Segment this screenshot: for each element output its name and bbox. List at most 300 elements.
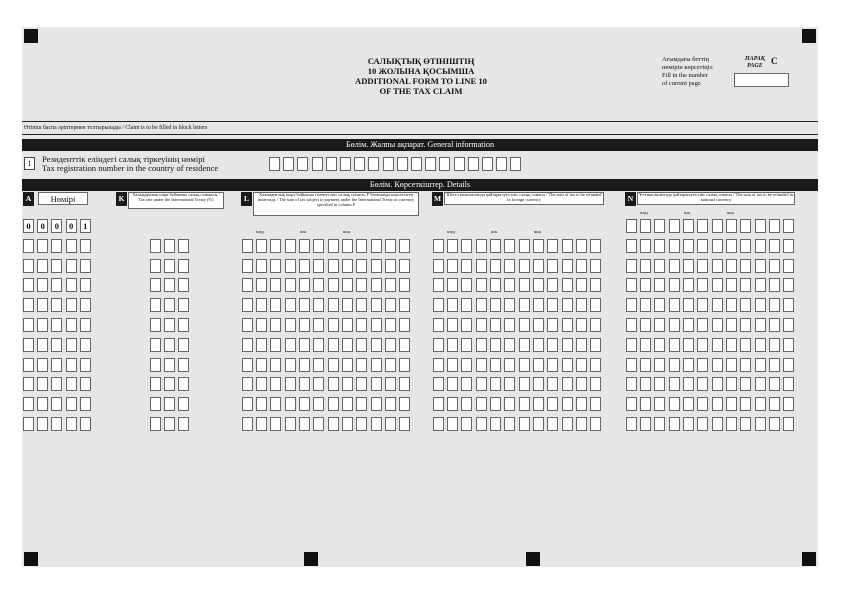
column-l-digit-box[interactable] xyxy=(313,338,324,352)
tax-registration-digit-box[interactable] xyxy=(340,157,351,171)
column-a-digit-box[interactable] xyxy=(51,338,62,352)
column-n-digit-box[interactable] xyxy=(726,358,737,372)
column-n-digit-box[interactable] xyxy=(697,259,708,273)
column-n-digit-box[interactable] xyxy=(683,278,694,292)
column-l-digit-box[interactable] xyxy=(270,377,281,391)
column-a-digit-box[interactable] xyxy=(51,397,62,411)
column-m-digit-box[interactable] xyxy=(490,278,501,292)
column-n-digit-box[interactable] xyxy=(697,239,708,253)
column-l-digit-box[interactable] xyxy=(270,358,281,372)
column-m-digit-box[interactable] xyxy=(447,239,458,253)
column-n-digit-box[interactable] xyxy=(626,278,637,292)
column-m-digit-box[interactable] xyxy=(490,397,501,411)
column-a-digit-box[interactable] xyxy=(37,318,48,332)
column-l-digit-box[interactable] xyxy=(242,278,253,292)
column-m-digit-box[interactable] xyxy=(490,318,501,332)
column-m-digit-box[interactable] xyxy=(433,298,444,312)
column-m-digit-box[interactable] xyxy=(490,377,501,391)
column-a-digit-box[interactable] xyxy=(66,377,77,391)
column-l-digit-box[interactable] xyxy=(399,239,410,253)
tax-registration-digit-box[interactable] xyxy=(326,157,337,171)
column-l-digit-box[interactable] xyxy=(242,259,253,273)
column-n-digit-box[interactable] xyxy=(697,377,708,391)
column-m-digit-box[interactable] xyxy=(533,377,544,391)
column-a-digit-box[interactable] xyxy=(37,377,48,391)
column-n-digit-box[interactable] xyxy=(640,417,651,431)
column-k-digit-box[interactable] xyxy=(164,259,175,273)
column-k-digit-box[interactable] xyxy=(150,338,161,352)
column-n-digit-box[interactable] xyxy=(726,219,737,233)
column-n-digit-box[interactable] xyxy=(669,318,680,332)
column-l-digit-box[interactable] xyxy=(342,239,353,253)
column-l-digit-box[interactable] xyxy=(399,278,410,292)
column-m-digit-box[interactable] xyxy=(504,278,515,292)
column-n-digit-box[interactable] xyxy=(769,318,780,332)
column-m-digit-box[interactable] xyxy=(433,239,444,253)
column-n-digit-box[interactable] xyxy=(755,377,766,391)
column-n-digit-box[interactable] xyxy=(712,239,723,253)
column-k-digit-box[interactable] xyxy=(150,259,161,273)
column-l-digit-box[interactable] xyxy=(256,278,267,292)
tax-registration-digit-box[interactable] xyxy=(496,157,507,171)
column-m-digit-box[interactable] xyxy=(476,397,487,411)
column-l-digit-box[interactable] xyxy=(342,259,353,273)
column-l-digit-box[interactable] xyxy=(313,397,324,411)
column-a-digit-box[interactable] xyxy=(80,417,91,431)
column-m-digit-box[interactable] xyxy=(447,259,458,273)
column-a-digit-box[interactable] xyxy=(80,338,91,352)
column-m-digit-box[interactable] xyxy=(504,417,515,431)
column-m-digit-box[interactable] xyxy=(461,417,472,431)
column-n-digit-box[interactable] xyxy=(740,298,751,312)
column-n-digit-box[interactable] xyxy=(712,278,723,292)
column-k-digit-box[interactable] xyxy=(150,278,161,292)
column-m-digit-box[interactable] xyxy=(461,318,472,332)
column-n-digit-box[interactable] xyxy=(769,298,780,312)
tax-registration-digit-box[interactable] xyxy=(482,157,493,171)
column-m-digit-box[interactable] xyxy=(590,417,601,431)
column-l-digit-box[interactable] xyxy=(285,417,296,431)
column-k-digit-box[interactable] xyxy=(164,417,175,431)
column-m-digit-box[interactable] xyxy=(547,397,558,411)
column-a-digit-box[interactable] xyxy=(66,278,77,292)
column-m-digit-box[interactable] xyxy=(461,239,472,253)
column-n-digit-box[interactable] xyxy=(640,239,651,253)
column-a-digit-box[interactable] xyxy=(37,239,48,253)
column-l-digit-box[interactable] xyxy=(371,338,382,352)
column-m-digit-box[interactable] xyxy=(519,417,530,431)
column-m-digit-box[interactable] xyxy=(519,377,530,391)
column-l-digit-box[interactable] xyxy=(385,318,396,332)
column-m-digit-box[interactable] xyxy=(490,358,501,372)
column-m-digit-box[interactable] xyxy=(504,397,515,411)
column-l-digit-box[interactable] xyxy=(256,397,267,411)
column-n-digit-box[interactable] xyxy=(755,338,766,352)
column-l-digit-box[interactable] xyxy=(356,298,367,312)
column-n-digit-box[interactable] xyxy=(683,259,694,273)
column-l-digit-box[interactable] xyxy=(399,318,410,332)
column-n-digit-box[interactable] xyxy=(683,358,694,372)
column-l-digit-box[interactable] xyxy=(299,417,310,431)
column-m-digit-box[interactable] xyxy=(547,417,558,431)
column-a-digit-box[interactable] xyxy=(80,278,91,292)
column-n-digit-box[interactable] xyxy=(783,377,794,391)
column-l-digit-box[interactable] xyxy=(285,358,296,372)
column-a-digit-box[interactable] xyxy=(51,239,62,253)
column-n-digit-box[interactable] xyxy=(669,259,680,273)
column-l-digit-box[interactable] xyxy=(285,298,296,312)
column-l-digit-box[interactable] xyxy=(385,417,396,431)
column-l-digit-box[interactable] xyxy=(299,318,310,332)
column-m-digit-box[interactable] xyxy=(519,318,530,332)
column-l-digit-box[interactable] xyxy=(299,377,310,391)
tax-registration-digit-box[interactable] xyxy=(354,157,365,171)
column-n-digit-box[interactable] xyxy=(697,219,708,233)
column-a-digit-box[interactable] xyxy=(51,417,62,431)
column-m-digit-box[interactable] xyxy=(519,298,530,312)
column-n-digit-box[interactable] xyxy=(697,278,708,292)
column-l-digit-box[interactable] xyxy=(356,377,367,391)
column-a-digit-box[interactable] xyxy=(23,259,34,273)
column-l-digit-box[interactable] xyxy=(256,239,267,253)
column-m-digit-box[interactable] xyxy=(547,358,558,372)
column-n-digit-box[interactable] xyxy=(726,417,737,431)
column-n-digit-box[interactable] xyxy=(626,318,637,332)
column-n-digit-box[interactable] xyxy=(654,338,665,352)
column-a-digit-box[interactable] xyxy=(37,338,48,352)
column-m-digit-box[interactable] xyxy=(562,278,573,292)
column-l-digit-box[interactable] xyxy=(399,417,410,431)
column-n-digit-box[interactable] xyxy=(769,417,780,431)
column-k-digit-box[interactable] xyxy=(164,358,175,372)
column-l-digit-box[interactable] xyxy=(328,298,339,312)
column-l-digit-box[interactable] xyxy=(385,259,396,273)
column-n-digit-box[interactable] xyxy=(755,259,766,273)
column-n-digit-box[interactable] xyxy=(769,338,780,352)
column-n-digit-box[interactable] xyxy=(740,397,751,411)
column-l-digit-box[interactable] xyxy=(313,298,324,312)
column-l-digit-box[interactable] xyxy=(385,377,396,391)
column-n-digit-box[interactable] xyxy=(726,397,737,411)
column-m-digit-box[interactable] xyxy=(433,358,444,372)
column-n-digit-box[interactable] xyxy=(783,259,794,273)
column-n-digit-box[interactable] xyxy=(654,239,665,253)
column-m-digit-box[interactable] xyxy=(447,278,458,292)
column-m-digit-box[interactable] xyxy=(504,377,515,391)
column-n-digit-box[interactable] xyxy=(640,259,651,273)
column-m-digit-box[interactable] xyxy=(576,259,587,273)
column-n-digit-box[interactable] xyxy=(783,219,794,233)
column-k-digit-box[interactable] xyxy=(164,298,175,312)
column-a-digit-box[interactable] xyxy=(51,259,62,273)
column-k-digit-box[interactable] xyxy=(164,397,175,411)
column-n-digit-box[interactable] xyxy=(654,278,665,292)
column-a-digit-box[interactable] xyxy=(66,239,77,253)
column-m-digit-box[interactable] xyxy=(476,278,487,292)
tax-registration-digit-box[interactable] xyxy=(439,157,450,171)
column-l-digit-box[interactable] xyxy=(342,338,353,352)
column-l-digit-box[interactable] xyxy=(356,417,367,431)
column-l-digit-box[interactable] xyxy=(328,278,339,292)
column-l-digit-box[interactable] xyxy=(399,377,410,391)
column-l-digit-box[interactable] xyxy=(285,318,296,332)
column-l-digit-box[interactable] xyxy=(371,318,382,332)
column-a-digit-box[interactable] xyxy=(66,397,77,411)
column-a-digit-box[interactable] xyxy=(80,318,91,332)
column-n-digit-box[interactable] xyxy=(712,377,723,391)
column-n-digit-box[interactable] xyxy=(683,377,694,391)
column-a-digit-box[interactable] xyxy=(51,358,62,372)
column-m-digit-box[interactable] xyxy=(447,377,458,391)
column-m-digit-box[interactable] xyxy=(519,278,530,292)
column-l-digit-box[interactable] xyxy=(371,358,382,372)
tax-registration-digit-box[interactable] xyxy=(312,157,323,171)
column-k-digit-box[interactable] xyxy=(150,417,161,431)
column-n-digit-box[interactable] xyxy=(683,417,694,431)
column-m-digit-box[interactable] xyxy=(547,239,558,253)
column-n-digit-box[interactable] xyxy=(669,397,680,411)
column-m-digit-box[interactable] xyxy=(447,417,458,431)
column-a-digit-box[interactable] xyxy=(23,338,34,352)
column-l-digit-box[interactable] xyxy=(328,417,339,431)
column-l-digit-box[interactable] xyxy=(299,259,310,273)
column-m-digit-box[interactable] xyxy=(504,298,515,312)
column-n-digit-box[interactable] xyxy=(740,377,751,391)
column-m-digit-box[interactable] xyxy=(447,338,458,352)
column-l-digit-box[interactable] xyxy=(342,318,353,332)
column-m-digit-box[interactable] xyxy=(590,358,601,372)
page-number-input[interactable] xyxy=(734,73,789,87)
column-l-digit-box[interactable] xyxy=(313,358,324,372)
column-l-digit-box[interactable] xyxy=(285,397,296,411)
column-n-digit-box[interactable] xyxy=(726,318,737,332)
column-k-digit-box[interactable] xyxy=(178,239,189,253)
column-m-digit-box[interactable] xyxy=(490,338,501,352)
column-m-digit-box[interactable] xyxy=(476,417,487,431)
column-a-digit-box[interactable] xyxy=(37,298,48,312)
column-k-digit-box[interactable] xyxy=(178,417,189,431)
column-l-digit-box[interactable] xyxy=(270,397,281,411)
column-m-digit-box[interactable] xyxy=(447,397,458,411)
column-n-digit-box[interactable] xyxy=(626,397,637,411)
column-n-digit-box[interactable] xyxy=(654,298,665,312)
column-a-digit-box[interactable]: 0 xyxy=(23,219,34,233)
column-a-digit-box[interactable] xyxy=(66,417,77,431)
column-m-digit-box[interactable] xyxy=(447,298,458,312)
column-k-digit-box[interactable] xyxy=(178,259,189,273)
column-n-digit-box[interactable] xyxy=(697,417,708,431)
column-n-digit-box[interactable] xyxy=(755,239,766,253)
column-n-digit-box[interactable] xyxy=(726,298,737,312)
column-n-digit-box[interactable] xyxy=(654,397,665,411)
column-l-digit-box[interactable] xyxy=(371,259,382,273)
column-m-digit-box[interactable] xyxy=(576,318,587,332)
tax-registration-digit-box[interactable] xyxy=(368,157,379,171)
column-n-digit-box[interactable] xyxy=(669,417,680,431)
tax-registration-digit-box[interactable] xyxy=(468,157,479,171)
column-l-digit-box[interactable] xyxy=(270,239,281,253)
column-n-digit-box[interactable] xyxy=(712,417,723,431)
column-l-digit-box[interactable] xyxy=(313,278,324,292)
column-n-digit-box[interactable] xyxy=(654,219,665,233)
column-l-digit-box[interactable] xyxy=(299,358,310,372)
column-m-digit-box[interactable] xyxy=(519,239,530,253)
column-m-digit-box[interactable] xyxy=(433,417,444,431)
column-m-digit-box[interactable] xyxy=(547,278,558,292)
column-l-digit-box[interactable] xyxy=(256,298,267,312)
column-n-digit-box[interactable] xyxy=(626,358,637,372)
column-m-digit-box[interactable] xyxy=(519,358,530,372)
column-a-digit-box[interactable] xyxy=(51,377,62,391)
column-a-digit-box[interactable] xyxy=(80,239,91,253)
column-a-digit-box[interactable] xyxy=(37,397,48,411)
column-n-digit-box[interactable] xyxy=(740,219,751,233)
column-m-digit-box[interactable] xyxy=(461,338,472,352)
column-m-digit-box[interactable] xyxy=(504,239,515,253)
column-m-digit-box[interactable] xyxy=(533,239,544,253)
column-m-digit-box[interactable] xyxy=(504,358,515,372)
column-k-digit-box[interactable] xyxy=(164,239,175,253)
column-n-digit-box[interactable] xyxy=(726,239,737,253)
column-m-digit-box[interactable] xyxy=(433,338,444,352)
column-n-digit-box[interactable] xyxy=(683,318,694,332)
column-n-digit-box[interactable] xyxy=(626,259,637,273)
column-n-digit-box[interactable] xyxy=(697,397,708,411)
column-l-digit-box[interactable] xyxy=(371,377,382,391)
column-k-digit-box[interactable] xyxy=(178,377,189,391)
column-n-digit-box[interactable] xyxy=(654,377,665,391)
column-a-digit-box[interactable] xyxy=(37,278,48,292)
column-n-digit-box[interactable] xyxy=(769,259,780,273)
column-n-digit-box[interactable] xyxy=(740,239,751,253)
column-l-digit-box[interactable] xyxy=(256,259,267,273)
column-m-digit-box[interactable] xyxy=(562,377,573,391)
column-m-digit-box[interactable] xyxy=(590,318,601,332)
column-n-digit-box[interactable] xyxy=(626,338,637,352)
column-n-digit-box[interactable] xyxy=(669,239,680,253)
column-m-digit-box[interactable] xyxy=(490,259,501,273)
column-n-digit-box[interactable] xyxy=(669,377,680,391)
column-l-digit-box[interactable] xyxy=(342,278,353,292)
column-k-digit-box[interactable] xyxy=(150,377,161,391)
column-l-digit-box[interactable] xyxy=(399,358,410,372)
column-n-digit-box[interactable] xyxy=(769,358,780,372)
column-n-digit-box[interactable] xyxy=(654,318,665,332)
column-n-digit-box[interactable] xyxy=(755,318,766,332)
column-l-digit-box[interactable] xyxy=(285,377,296,391)
column-n-digit-box[interactable] xyxy=(697,338,708,352)
column-l-digit-box[interactable] xyxy=(356,239,367,253)
column-l-digit-box[interactable] xyxy=(313,417,324,431)
column-m-digit-box[interactable] xyxy=(461,397,472,411)
column-m-digit-box[interactable] xyxy=(504,338,515,352)
column-m-digit-box[interactable] xyxy=(533,397,544,411)
column-n-digit-box[interactable] xyxy=(683,219,694,233)
column-k-digit-box[interactable] xyxy=(164,318,175,332)
column-n-digit-box[interactable] xyxy=(783,318,794,332)
column-k-digit-box[interactable] xyxy=(150,318,161,332)
column-n-digit-box[interactable] xyxy=(669,219,680,233)
column-k-digit-box[interactable] xyxy=(150,298,161,312)
column-l-digit-box[interactable] xyxy=(270,278,281,292)
column-m-digit-box[interactable] xyxy=(476,377,487,391)
column-n-digit-box[interactable] xyxy=(769,397,780,411)
column-k-digit-box[interactable] xyxy=(178,397,189,411)
column-l-digit-box[interactable] xyxy=(313,377,324,391)
column-n-digit-box[interactable] xyxy=(783,417,794,431)
column-l-digit-box[interactable] xyxy=(399,259,410,273)
column-l-digit-box[interactable] xyxy=(285,259,296,273)
column-l-digit-box[interactable] xyxy=(328,377,339,391)
column-a-digit-box[interactable] xyxy=(23,239,34,253)
column-m-digit-box[interactable] xyxy=(433,377,444,391)
column-m-digit-box[interactable] xyxy=(490,417,501,431)
column-m-digit-box[interactable] xyxy=(562,318,573,332)
column-m-digit-box[interactable] xyxy=(590,239,601,253)
column-n-digit-box[interactable] xyxy=(740,417,751,431)
column-m-digit-box[interactable] xyxy=(533,259,544,273)
column-m-digit-box[interactable] xyxy=(590,298,601,312)
column-a-digit-box[interactable] xyxy=(66,318,77,332)
column-a-digit-box[interactable] xyxy=(51,278,62,292)
column-m-digit-box[interactable] xyxy=(447,318,458,332)
column-m-digit-box[interactable] xyxy=(519,397,530,411)
column-n-digit-box[interactable] xyxy=(640,298,651,312)
column-m-digit-box[interactable] xyxy=(576,377,587,391)
column-m-digit-box[interactable] xyxy=(576,239,587,253)
column-n-digit-box[interactable] xyxy=(669,298,680,312)
column-m-digit-box[interactable] xyxy=(547,318,558,332)
column-n-digit-box[interactable] xyxy=(683,338,694,352)
column-a-digit-box[interactable] xyxy=(80,259,91,273)
column-n-digit-box[interactable] xyxy=(712,298,723,312)
column-l-digit-box[interactable] xyxy=(242,377,253,391)
column-n-digit-box[interactable] xyxy=(683,298,694,312)
column-m-digit-box[interactable] xyxy=(461,298,472,312)
tax-registration-digit-box[interactable] xyxy=(269,157,280,171)
column-n-digit-box[interactable] xyxy=(755,397,766,411)
column-a-digit-box[interactable] xyxy=(80,397,91,411)
column-m-digit-box[interactable] xyxy=(576,417,587,431)
column-l-digit-box[interactable] xyxy=(270,417,281,431)
column-m-digit-box[interactable] xyxy=(576,278,587,292)
column-a-digit-box[interactable] xyxy=(23,417,34,431)
column-m-digit-box[interactable] xyxy=(433,259,444,273)
column-m-digit-box[interactable] xyxy=(590,259,601,273)
column-m-digit-box[interactable] xyxy=(547,338,558,352)
column-n-digit-box[interactable] xyxy=(626,239,637,253)
column-n-digit-box[interactable] xyxy=(783,397,794,411)
column-l-digit-box[interactable] xyxy=(328,239,339,253)
column-l-digit-box[interactable] xyxy=(299,338,310,352)
column-l-digit-box[interactable] xyxy=(356,259,367,273)
column-n-digit-box[interactable] xyxy=(726,278,737,292)
column-m-digit-box[interactable] xyxy=(461,377,472,391)
column-n-digit-box[interactable] xyxy=(769,219,780,233)
column-n-digit-box[interactable] xyxy=(640,358,651,372)
column-a-digit-box[interactable] xyxy=(80,298,91,312)
column-n-digit-box[interactable] xyxy=(769,377,780,391)
column-l-digit-box[interactable] xyxy=(299,397,310,411)
column-a-digit-box[interactable] xyxy=(51,298,62,312)
column-k-digit-box[interactable] xyxy=(150,239,161,253)
column-l-digit-box[interactable] xyxy=(356,338,367,352)
column-l-digit-box[interactable] xyxy=(371,239,382,253)
column-n-digit-box[interactable] xyxy=(712,358,723,372)
column-n-digit-box[interactable] xyxy=(740,358,751,372)
column-m-digit-box[interactable] xyxy=(576,358,587,372)
column-n-digit-box[interactable] xyxy=(740,338,751,352)
